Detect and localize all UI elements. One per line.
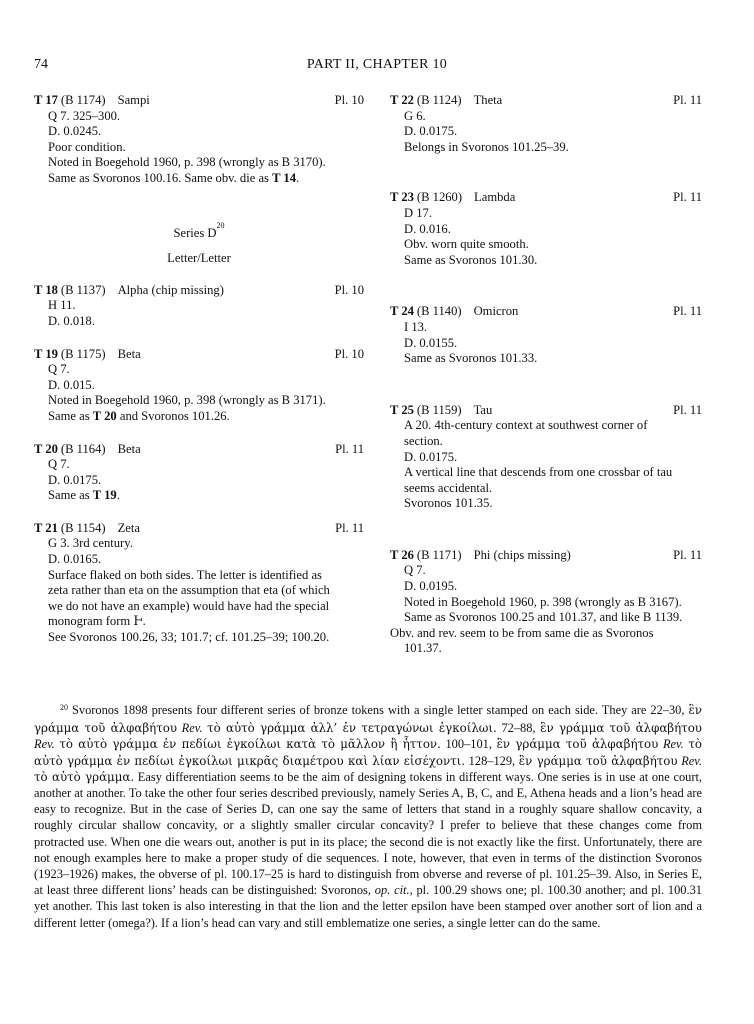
token-letter: Omicron [473,304,519,319]
catalog-number: T 19 [34,346,58,361]
series-subtitle: Letter/Letter [167,251,231,266]
catalog-number: T 23 [390,190,414,205]
token-letter: Lambda [474,190,516,205]
entry-line: D. 0.015. [48,377,95,392]
cross-reference: T 19 [92,488,117,503]
entry-heading [34,347,364,363]
entry-heading [390,403,702,419]
entry-line: Q 7. [48,362,70,377]
plate-reference: Pl. 11 [673,93,702,107]
catalog-number: T 17 [34,93,58,107]
entry-line: Poor condition. [48,139,126,154]
footnote-text: , pl. 100.29 shows one; pl. 100.30 another; and pl. 100.31 yet another. This last token is also interesting in that the lion and the letter epsilon have been stamped over another sort of lion and a different letter (omega?). If a lion’s head can vary and still emblematize one series, a single letter can do the same. [34,883,702,930]
footnote-text: 128–129, [465,753,519,768]
entry-line: Same as Svoronos 101.33. [404,351,538,366]
entry-line: section. [404,433,443,448]
entry-line: Svoronos 101.35. [404,496,493,511]
entry-line: zeta rather than eta on the assumption that eta (of which [48,583,330,598]
entry-heading [34,93,364,109]
footnote-paragraph [34,702,702,931]
token-letter: Tau [473,402,493,417]
inventory-number: (B 1159) [416,402,462,417]
right-column [390,93,702,657]
italic-text: Rev. [181,721,203,736]
token-letter: Theta [473,93,503,107]
entry-line: Noted in Boegehold 1960, p. 398 (wrongly as B 3167). [404,594,682,609]
catalog-number: T 25 [390,402,414,417]
inventory-number: (B 1175) [60,346,106,361]
inventory-number: (B 1171) [416,547,462,562]
entry-line: monogram form Ͱ. [48,614,146,629]
token-letter: Beta [117,441,141,456]
inventory-number: (B 1124) [416,93,462,107]
entry-line: D. 0.0245. [48,124,102,139]
entry-line: A 20. 4th-century context at southwest corner of [404,418,648,433]
italic-text: op. cit. [374,883,410,898]
plate-reference: Pl. 10 [334,93,364,107]
entry-line: seems accidental. [404,480,493,495]
entry-line: D. 0.0195. [404,579,458,594]
plate-reference: Pl. 11 [335,441,364,456]
entry-heading [34,283,364,299]
catalog-entry-t17 [34,93,364,187]
entry-line: D. 0.0165. [48,552,102,567]
entry-line [34,409,364,425]
entry-line: See Svoronos 100.26, 33; 101.7; cf. 101.25–39; 100.20. [48,630,330,645]
catalog-entry-t20 [34,442,364,504]
entry-line: Same as Svoronos 100.25 and 101.37, and like B 1139. [404,610,683,625]
greek-text: ἓν γράμμα τοῦ ἀλφαβήτου [518,753,678,768]
entry-line: Q 7. [48,457,70,472]
catalog-entry-t23 [390,190,702,268]
entry-heading [34,521,364,537]
line-text: . [296,170,300,185]
entry-line: D. 0.0175. [48,472,102,487]
footnote-text: 100–101, [440,737,497,752]
plate-reference: Pl. 11 [335,520,364,535]
entry-heading [390,190,702,206]
greek-text: τὸ αὐτὸ γράμμα. [34,769,135,784]
entry-line: I 13. [404,319,428,334]
token-letter: Zeta [117,520,140,535]
entry-line: Belongs in Svoronos 101.25–39. [404,139,569,154]
footnote-number: 20 [60,703,68,712]
catalog-number: T 24 [390,304,414,319]
greek-text: τὸ αὐτὸ γράμμα ἀλλ’ ἐν τετραγώνωι ἐγκοίλωι. [207,721,497,736]
entry-line: G 3. 3rd century. [48,536,133,551]
entry-line: Noted in Boegehold 1960, p. 398 (wrongly as B 3170). [48,155,326,170]
plate-reference: Pl. 10 [334,282,364,297]
series-heading [34,221,364,242]
inventory-number: (B 1164) [60,441,106,456]
line-text: Same as [48,488,93,503]
entry-line: H 11. [48,298,76,313]
inventory-number: (B 1137) [60,282,106,297]
inventory-number: (B 1140) [416,304,462,319]
catalog-number: T 21 [34,520,58,535]
entry-line: G 6. [404,108,426,123]
footnote [34,702,702,931]
plate-reference: Pl. 11 [673,547,702,562]
catalog-number: T 26 [390,547,414,562]
token-letter: Beta [117,346,141,361]
line-text: Same as Svoronos 100.16. Same obv. die as [48,170,273,185]
plate-reference: Pl. 10 [334,346,364,361]
entry-line: Q 7. 325–300. [48,108,121,123]
italic-text: Rev. [34,737,55,752]
greek-text: τὸ αὐτὸ γράμμα ἐν πεδίωι ἐγκοίλωι κατὰ τὸ μᾶλλον ἢ ἧττον. [59,737,441,752]
entry-line: A vertical line that descends from one crossbar of tau [404,465,673,480]
entry-line: D 17. [404,205,432,220]
inventory-number: (B 1154) [60,520,106,535]
entry-line: Noted in Boegehold 1960, p. 398 (wrongly as B 3171). [48,393,326,408]
footnote-text: Svoronos 1898 presents four different series of bronze tokens with a single letter stamped on each side. They are 22–30, [72,703,689,717]
catalog-number: T 22 [390,93,414,107]
entry-heading [34,442,364,458]
entry-line: Obv. worn quite smooth. [404,237,529,252]
entry-line: D. 0.0155. [404,335,458,350]
entry-heading [390,93,702,109]
catalog-entry-t26 [390,548,702,657]
entry-line: Q 7. [404,563,426,578]
plate-reference: Pl. 11 [673,304,702,319]
greek-text: ἓν γράμμα τοῦ ἀλφαβήτου [540,721,702,736]
token-letter: Sampi [117,93,150,107]
plate-reference: Pl. 11 [673,190,702,205]
catalog-entry-t21 [34,521,364,646]
footnote-mark: 20 [216,221,225,231]
catalog-entry-t18 [34,283,364,330]
token-letter: Phi (chips missing) [473,547,571,562]
catalog-entry-t22 [390,93,702,155]
cross-reference: T 20 [92,408,117,423]
italic-text: Rev. [681,753,702,768]
entry-line: D. 0.016. [404,221,451,236]
footnote-body [34,703,702,930]
catalog-entry-t25 [390,403,702,512]
entry-line: Same as Svoronos 101.30. [404,252,538,267]
footnote-text: 72–88, [496,721,541,736]
entry-heading [390,548,702,564]
catalog-number: T 20 [34,441,58,456]
entry-line: Obv. and rev. seem to be from same die as Svoronos [390,625,654,640]
line-text: and Svoronos 101.26. [116,408,230,423]
catalog-entry-t19 [34,347,364,425]
entry-line: D. 0.018. [48,313,95,328]
series-title: Series D [173,225,217,240]
entry-heading [390,304,702,320]
line-text: Same as [48,408,93,423]
footnote-text: Easy differentiation seems to be the aim of designing tokens in different ways. One series is in use at one court, another at another. To take the other four series described previously, namely Series A, B, C, and E, Athena heads and a lion’s head are easy to recognize. But in the case of Series D, can one say the same of letters that stand in a roughly square shallow concavity, a roughly circular shallow concavity, or a slightly smaller circular concavity? I prefer to believe that these changes come from protracted use. When one die wears out, another is put in its place; the second die is not exactly like the first. Unfortunately, there are not enough examples here to make a proper study of die sequences. I note, however, that even in terms of the distinction Svoronos (1923–1926) makes, the obverse of pl. 100.17–25 is hard to distinguish from obverse and reverse of pl. 101.25–39. Also, in Series E, at least three different lions’ heads can be distinguished: Svoronos, [34,769,702,898]
greek-text: τὸ αὐτὸ γράμμα ἐν πεδίωι ἐγκοίλωι μικρᾶς διαμέτρου καὶ λίαν εἰσέχοντι. [34,737,702,768]
entry-line [34,488,364,504]
entry-line: Surface flaked on both sides. The letter is identified as [48,567,322,582]
entry-line [34,171,364,187]
left-column [34,93,364,646]
entry-line: we do not have an example) would have had the special [48,598,330,613]
token-letter: Alpha (chip missing) [117,282,224,297]
cross-reference: T 14 [272,170,297,185]
line-text: . [116,488,120,503]
catalog-number: T 18 [34,282,58,297]
running-title: PART II, CHAPTER 10 [306,57,448,72]
inventory-number: (B 1260) [416,190,463,205]
plate-reference: Pl. 11 [673,402,702,417]
italic-text: Rev. [662,737,684,752]
catalog-entry-t24 [390,304,702,366]
inventory-number: (B 1174) [60,93,106,107]
entry-line: 101.37. [404,641,442,656]
entry-line: D. 0.0175. [404,449,458,464]
greek-text: ἓν γράμμα τοῦ ἀλφαβήτου [496,737,659,752]
greek-text: ἓν γράμμα τοῦ ἀλφαβήτου [34,703,702,736]
page-number: 74 [34,57,48,72]
entry-line: D. 0.0175. [404,124,458,139]
